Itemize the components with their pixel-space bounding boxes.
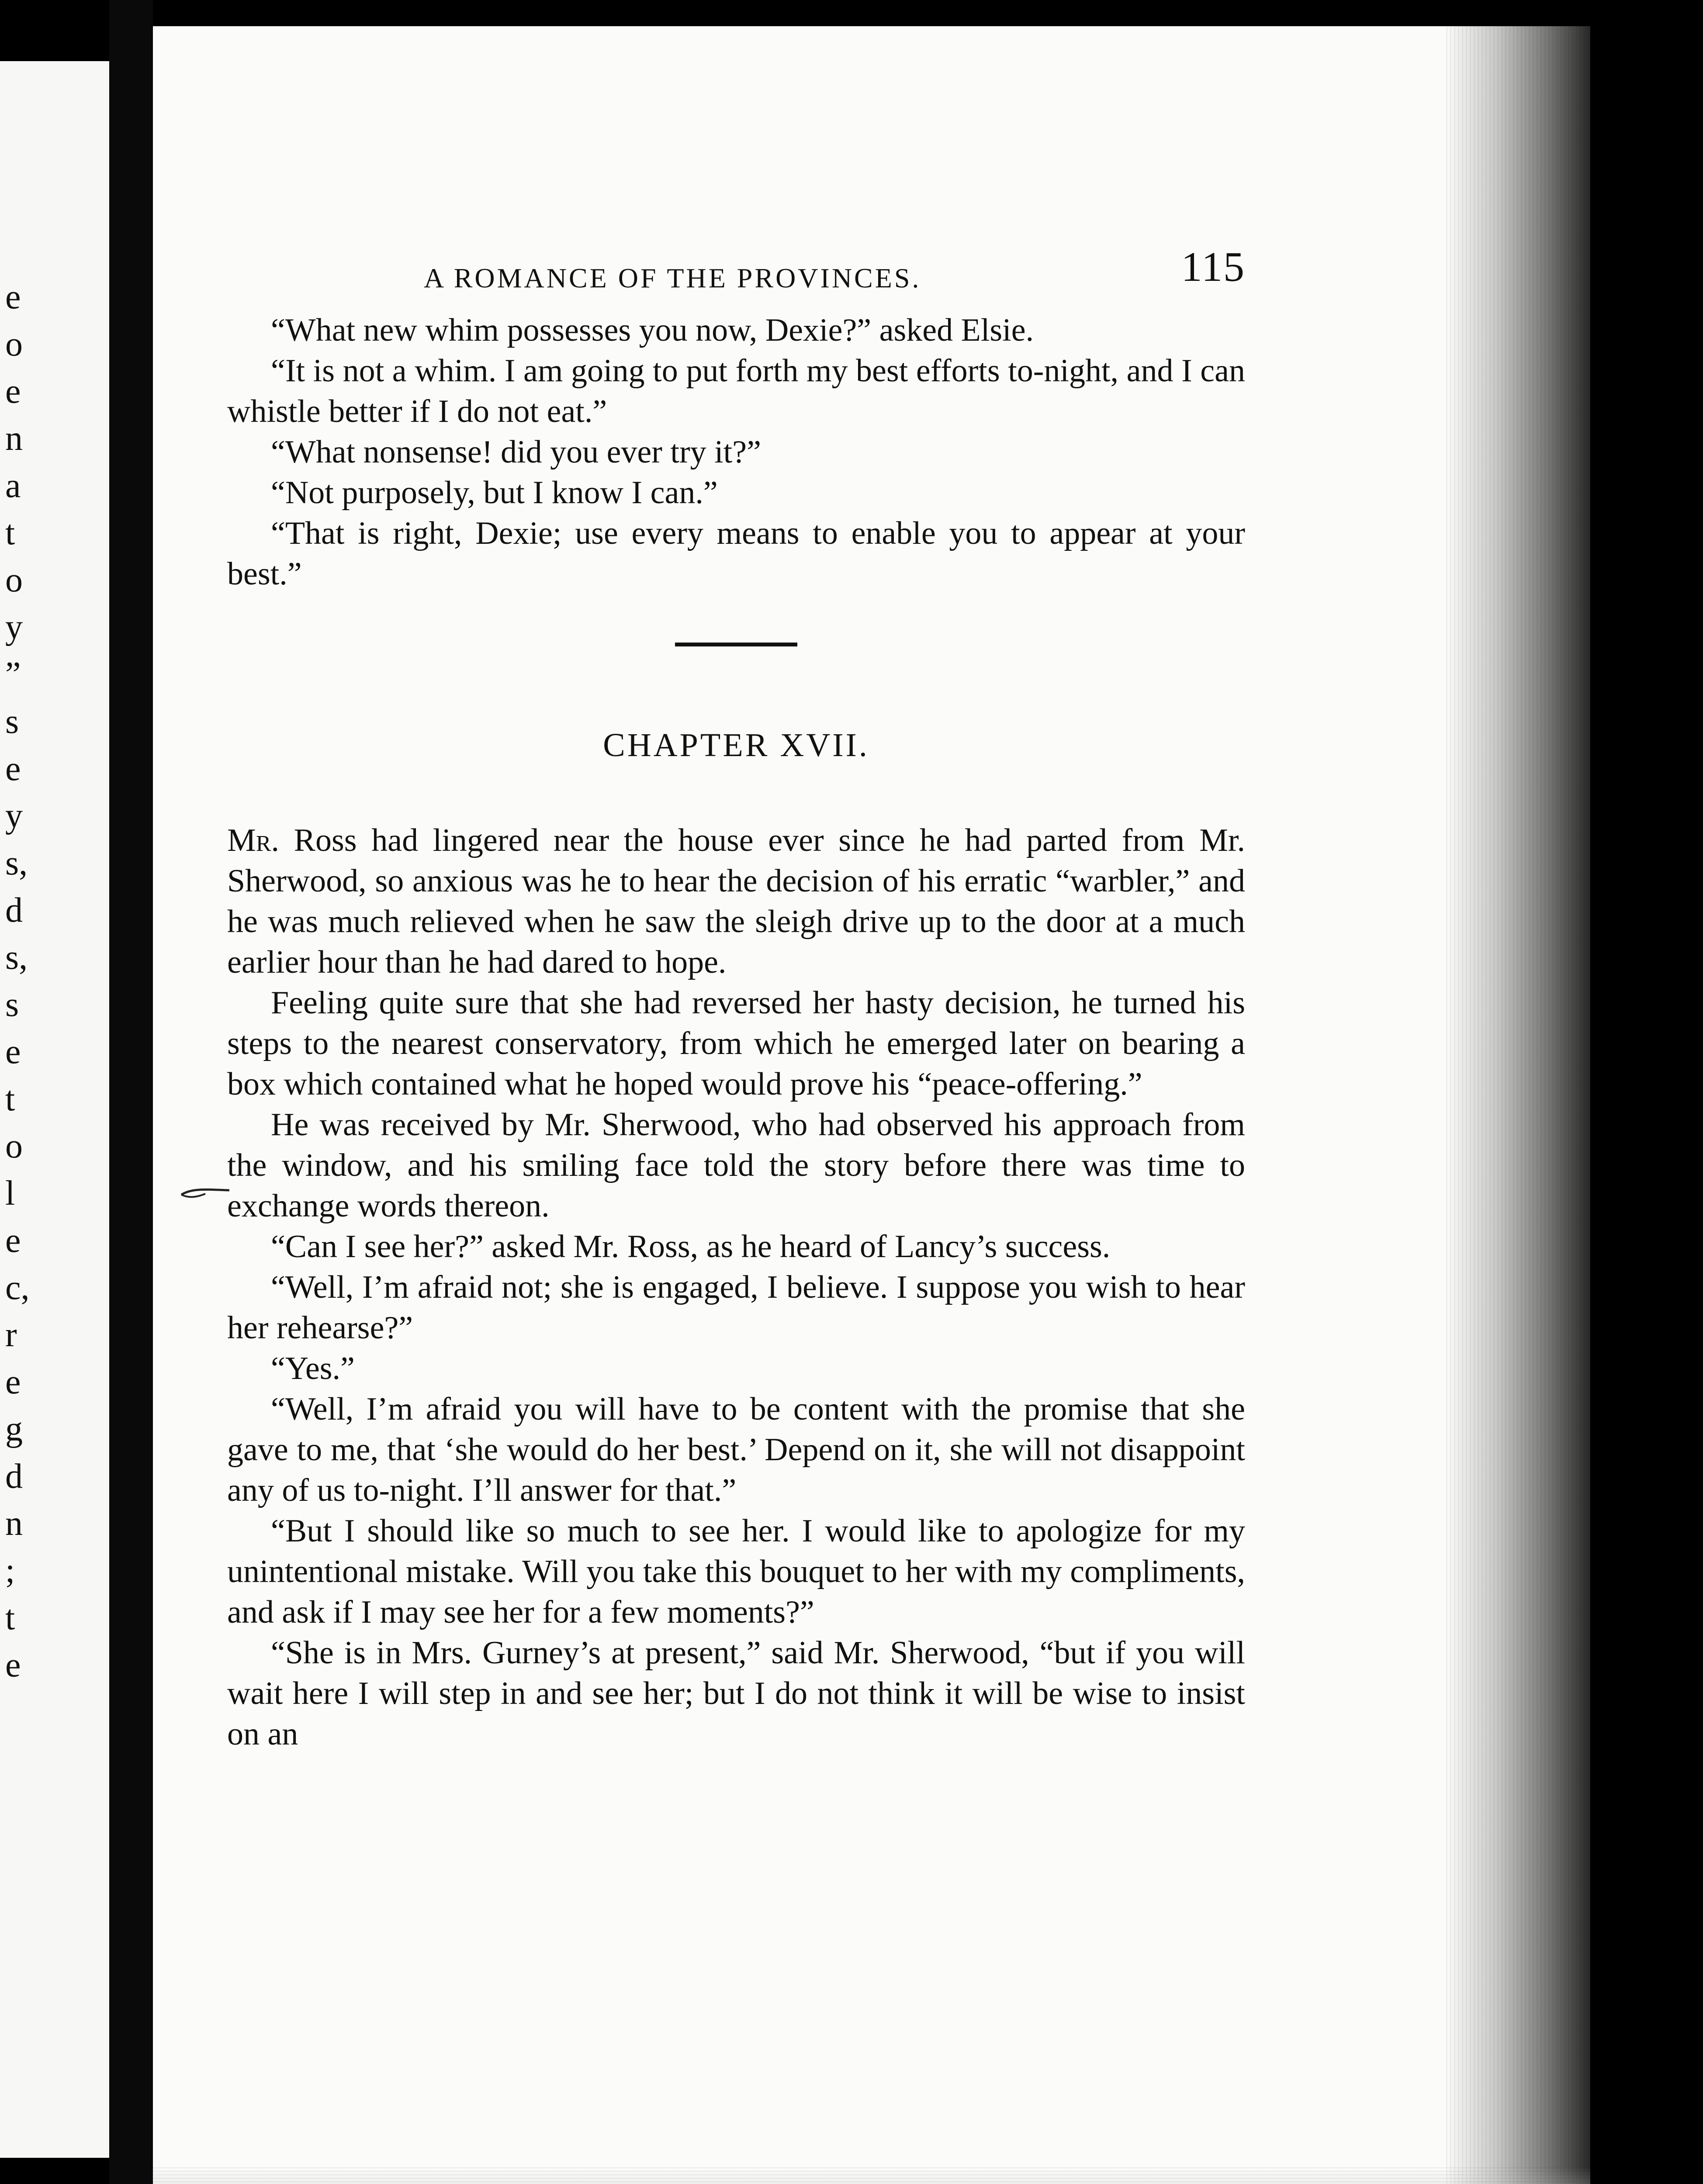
chapter-heading: CHAPTER XVII. [603, 727, 869, 764]
book-gutter [109, 0, 153, 2184]
facing-page-fragment: e [5, 750, 21, 788]
facing-page-fragment: s [5, 985, 19, 1024]
facing-page-fragment: y [5, 797, 23, 835]
facing-page-fragment: ; [5, 1552, 15, 1590]
facing-page-fragment: e [5, 1221, 21, 1260]
facing-page-fragment: e [5, 278, 21, 316]
facing-page-fragment: o [5, 325, 23, 363]
paragraph: “What nonsense! did you ever try it?” [271, 434, 761, 470]
facing-page-fragment: e [5, 1646, 21, 1684]
opening-small-caps: Mr. [227, 822, 279, 858]
facing-page-fragment: o [5, 561, 23, 599]
page-bottom-edge-shadow [153, 2167, 1590, 2184]
paragraph: Feeling quite sure that she had reversed her hasty decision, he turned his steps to the nearest conservatory, from which he emerged later on bearing a box which contained what he hoped would prove his “peace-offering.” [227, 985, 1245, 1102]
paragraph: “Not purposely, but I know I can.” [271, 475, 718, 511]
section-divider-rule [675, 643, 797, 646]
facing-page-fragment: s, [5, 938, 28, 977]
pencil-margin-mark [179, 1182, 232, 1203]
facing-page-fragment: e [5, 1363, 21, 1401]
facing-page-fragment: n [5, 1504, 23, 1543]
paragraph: “Well, I’m afraid you will have to be content with the promise that she gave to me, that ‘she would do her best.’ Depend on it, she will not disappoint any of us to-night. I’ll answer for that.” [227, 1391, 1245, 1508]
facing-page-edge [0, 61, 109, 2158]
paragraph: “But I should like so much to see her. I would like to apologize for my unintentional mistake. Will you take this bouquet to her with my compliments, and ask if I may see her for a few moments?” [227, 1513, 1245, 1630]
page-right-edge-shadow [1446, 26, 1590, 2184]
facing-page-fragment: e [5, 372, 21, 411]
paragraph: “It is not a whim. I am going to put forth my best efforts to-night, and I can whistle better if I do not eat.” [227, 353, 1245, 429]
pre-chapter-text [227, 310, 1245, 594]
opening-text: Ross had lingered near the house ever since he had parted from Mr. Sherwood, so anxious was he to hear the decision of his erratic “warbler,” and he was much relieved when he saw the sleigh drive up to the door at a much earlier hour than he had dared to hope. [227, 822, 1245, 980]
paragraph: “She is in Mrs. Gurney’s at present,” said Mr. Sherwood, “but if you will wait here I will step in and see her; but I do not think it will be wise to insist on an [227, 1635, 1245, 1752]
page-number: 115 [1181, 243, 1245, 290]
facing-page-fragment: d [5, 1457, 23, 1496]
paragraph: “Yes.” [271, 1351, 355, 1386]
page-text-block [227, 245, 1245, 1755]
facing-page-fragment: r [5, 1316, 17, 1354]
paragraph: “That is right, Dexie; use every means to enable you to appear at your best.” [227, 515, 1245, 592]
paragraph: “Can I see her?” asked Mr. Ross, as he heard of Lancy’s success. [271, 1229, 1111, 1265]
facing-page-fragment: g [5, 1410, 23, 1448]
paragraph: He was received by Mr. Sherwood, who had observed his approach from the window, and his smiling face told the story before there was time to exchange words thereon. [227, 1107, 1245, 1224]
facing-page-fragment: t [5, 1599, 15, 1637]
facing-page-fragment: c, [5, 1268, 30, 1307]
facing-page-fragment: e [5, 1033, 21, 1071]
facing-page-fragment: s, [5, 844, 28, 882]
facing-page-fragment: d [5, 891, 23, 930]
facing-page-fragment: t [5, 1080, 15, 1118]
facing-page-fragment: s [5, 702, 19, 741]
chapter-opening-paragraph [227, 820, 1245, 983]
facing-page-fragment: t [5, 514, 15, 552]
facing-page-fragment: n [5, 419, 23, 458]
facing-page-fragment: a [5, 467, 21, 505]
paragraph: “Well, I’m afraid not; she is engaged, I believe. I suppose you wish to hear her rehearse?” [227, 1269, 1245, 1346]
facing-page-fragment: o [5, 1127, 23, 1165]
facing-page-fragment: ” [5, 655, 21, 694]
paragraph: “What new whim possesses you now, Dexie?” asked Elsie. [271, 312, 1034, 348]
running-title: A ROMANCE OF THE PROVINCES. [424, 263, 921, 294]
running-head [227, 245, 1245, 310]
facing-page-fragment: l [5, 1174, 15, 1213]
facing-page-fragment: y [5, 608, 23, 646]
